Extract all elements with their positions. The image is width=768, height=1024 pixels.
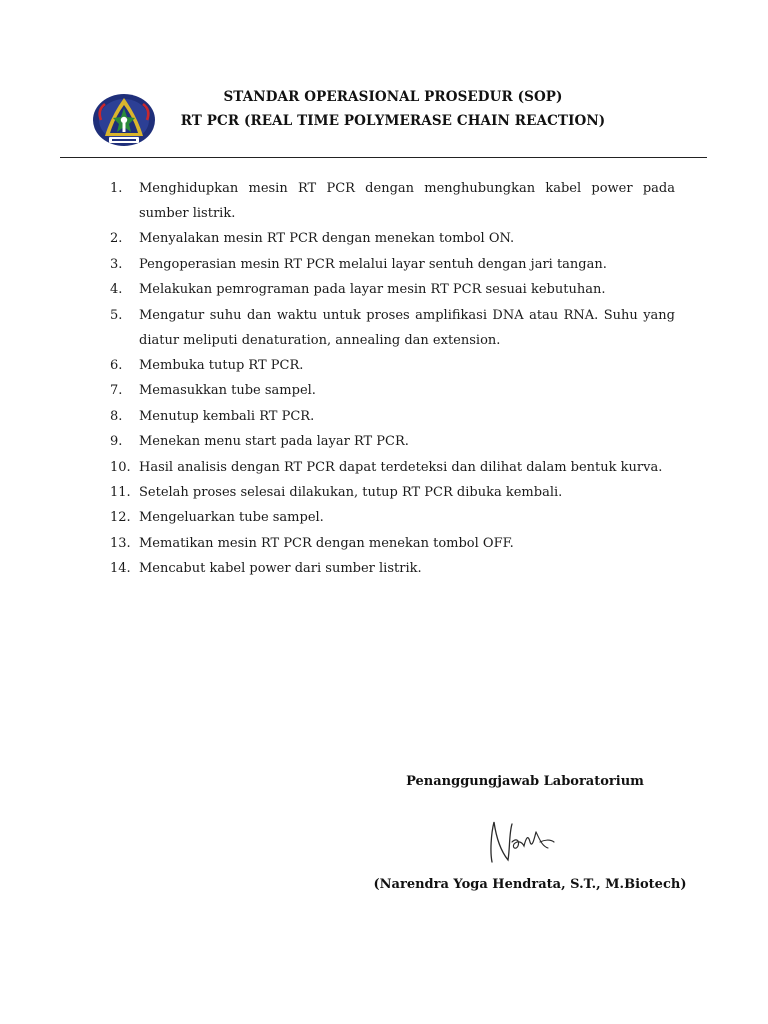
step-number: 7. [110, 383, 123, 399]
step-number: 1. [110, 181, 123, 196]
step-text: Menutup kembali RT PCR. [139, 408, 315, 424]
step-number: 11. [110, 484, 131, 500]
step-text: Membuka tutup RT PCR. [139, 357, 304, 373]
signatory-role: Penanggungjawab Laboratorium [406, 774, 644, 789]
header-divider [60, 157, 707, 158]
step-number: 5. [110, 307, 123, 323]
list-item [110, 378, 675, 403]
signatory-name: (Narendra Yoga Hendrata, S.T., M.Biotech) [373, 877, 687, 892]
document-subtitle: RT PCR (REAL TIME POLYMERASE CHAIN REACTION) [180, 113, 606, 129]
step-number: 4. [110, 282, 123, 298]
step-number: 2. [110, 231, 123, 247]
step-text: Setelah proses selesai dilakukan, tutup RT PCR dibuka kembali. [139, 484, 563, 500]
step-number: 13. [110, 535, 131, 551]
step-number: 12. [110, 510, 131, 526]
step-number: 14. [110, 561, 131, 577]
step-text: Hasil analisis dengan RT PCR dapat terdeteksi dan dilihat dalam bentuk kurva. [139, 459, 663, 475]
document-title: STANDAR OPERASIONAL PROSEDUR (SOP) [223, 89, 563, 105]
list-item [110, 404, 675, 429]
list-item [110, 277, 675, 302]
procedure-steps-list [110, 176, 675, 581]
step-text: Menekan menu start pada layar RT PCR. [139, 434, 409, 450]
step-number: 9. [110, 434, 123, 450]
list-item [110, 176, 675, 226]
step-text: Memasukkan tube sampel. [139, 383, 316, 399]
list-item [110, 252, 675, 277]
step-text: Mematikan mesin RT PCR dengan menekan tombol OFF. [139, 535, 514, 551]
list-item [110, 226, 675, 251]
list-item [110, 429, 675, 454]
list-item [110, 531, 675, 556]
step-text: Mengeluarkan tube sampel. [139, 510, 324, 526]
list-item [110, 480, 675, 505]
step-text: Melakukan pemrograman pada layar mesin RT PCR sesuai kebutuhan. [139, 282, 606, 298]
step-number: 6. [110, 357, 123, 373]
step-text: Pengoperasian mesin RT PCR melalui layar sentuh dengan jari tangan. [139, 256, 607, 272]
list-item [110, 556, 675, 581]
list-item [110, 455, 675, 480]
step-text: Mencabut kabel power dari sumber listrik. [139, 561, 422, 577]
step-text: Menghidupkan mesin RT PCR dengan menghubungkan kabel power pada sumber listrik. [139, 181, 675, 221]
handwritten-signature-icon [478, 812, 568, 874]
list-item [110, 353, 675, 378]
step-number: 3. [110, 256, 123, 272]
list-item [110, 505, 675, 530]
step-number: 10. [110, 459, 131, 475]
step-number: 8. [110, 408, 123, 424]
step-text: Menyalakan mesin RT PCR dengan menekan tombol ON. [139, 231, 515, 247]
step-text: Mengatur suhu dan waktu untuk proses amplifikasi DNA atau RNA. Suhu yang diatur meliputi denaturation, annealing dan extension. [139, 307, 675, 348]
institution-emblem-icon [91, 86, 157, 152]
list-item [110, 303, 675, 353]
